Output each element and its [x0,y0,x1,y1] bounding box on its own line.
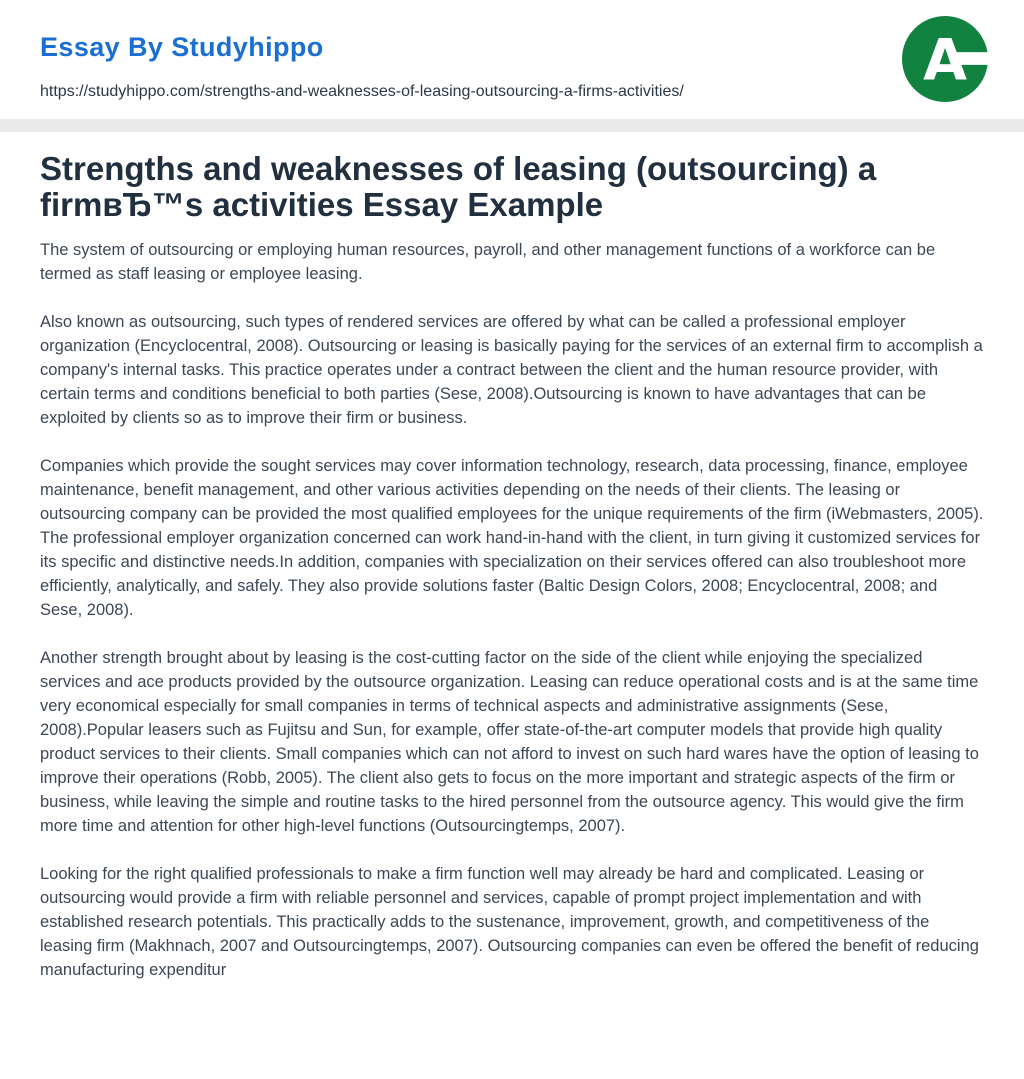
page-header [0,0,1024,119]
page-url-link[interactable]: https://studyhippo.com/strengths-and-weaknesses-of-leasing-outsourcing-a-firms-activities/ [40,83,684,100]
studyhippo-logo-icon [902,16,988,102]
essay-paragraph-4: Another strength brought about by leasing is the cost-cutting factor on the side of the client while enjoying the specialized services and ace products provided by the outsource organization. Leasing can reduce operational costs and is at the same time very economical especially for small companies in terms of technical aspects and administrative assignments (Sese, 2008).Popular leasers such as Fujitsu and Sun, for example, offer state-of-the-art computer models that provide high quality product services to their clients. Small companies which can not afford to invest on such hard wares have the option of leasing to improve their operations (Robb, 2005). The client also gets to focus on the more important and strategic aspects of the firm or business, while leaving the simple and routine tasks to the hired personnel from the outsource agency. This would give the firm more time and attention for other high-level functions (Outsourcingtemps, 2007). [40,648,979,835]
essay-paragraph-3: Companies which provide the sought services may cover information technology, research, data processing, finance, employee maintenance, benefit management, and other various activities depending on the needs of their clients. The leasing or outsourcing company can be provided the most qualified employees for the unique requirements of the firm (iWebmasters, 2005). The professional employer organization concerned can work hand-in-hand with the client, in turn giving it customized services for its specific and distinctive needs.In addition, companies with specialization on their services offered can also troubleshoot more efficiently, analytically, and safely. They also provide solutions faster (Baltic Design Colors, 2008; Encyclocentral, 2008; and Sese, 2008). [40,456,984,619]
logo-letter: A [923,27,967,94]
site-title: Essay By Studyhippo [40,32,324,62]
essay-paragraph-2: Also known as outsourcing, such types of rendered services are offered by what can be called a professional employer organization (Encyclocentral, 2008). Outsourcing or leasing is basically paying for the services of an external firm to accomplish a company's internal tasks. This practice operates under a contract between the client and the human resource provider, with certain terms and conditions beneficial to both parties (Sese, 2008).Outsourcing is known to have advantages that can be exploited by clients so as to improve their firm or business. [40,312,983,427]
essay-body [40,238,984,982]
logo-svg [902,16,988,102]
essay-paragraph-5: Looking for the right qualified professionals to make a firm function well may already be hard and complicated. Leasing or outsourcing would provide a firm with reliable personnel and services, capable of prompt project implementation and with established research potentials. This practically adds to the sustenance, improvement, growth, and competitiveness of the leasing firm (Makhnach, 2007 and Outsourcingtemps, 2007). Outsourcing companies can even be offered the benefit of reducing manufacturing expenditur [40,864,979,979]
essay-content [0,132,1024,982]
header-divider [0,119,1024,132]
essay-title: Strengths and weaknesses of leasing (outsourcing) a firmвЂ™s activities Essay Example [40,150,877,223]
essay-paragraph-1: The system of outsourcing or employing human resources, payroll, and other management functions of a workforce can be termed as staff leasing or employee leasing. [40,240,936,283]
header-text-block [40,16,684,119]
